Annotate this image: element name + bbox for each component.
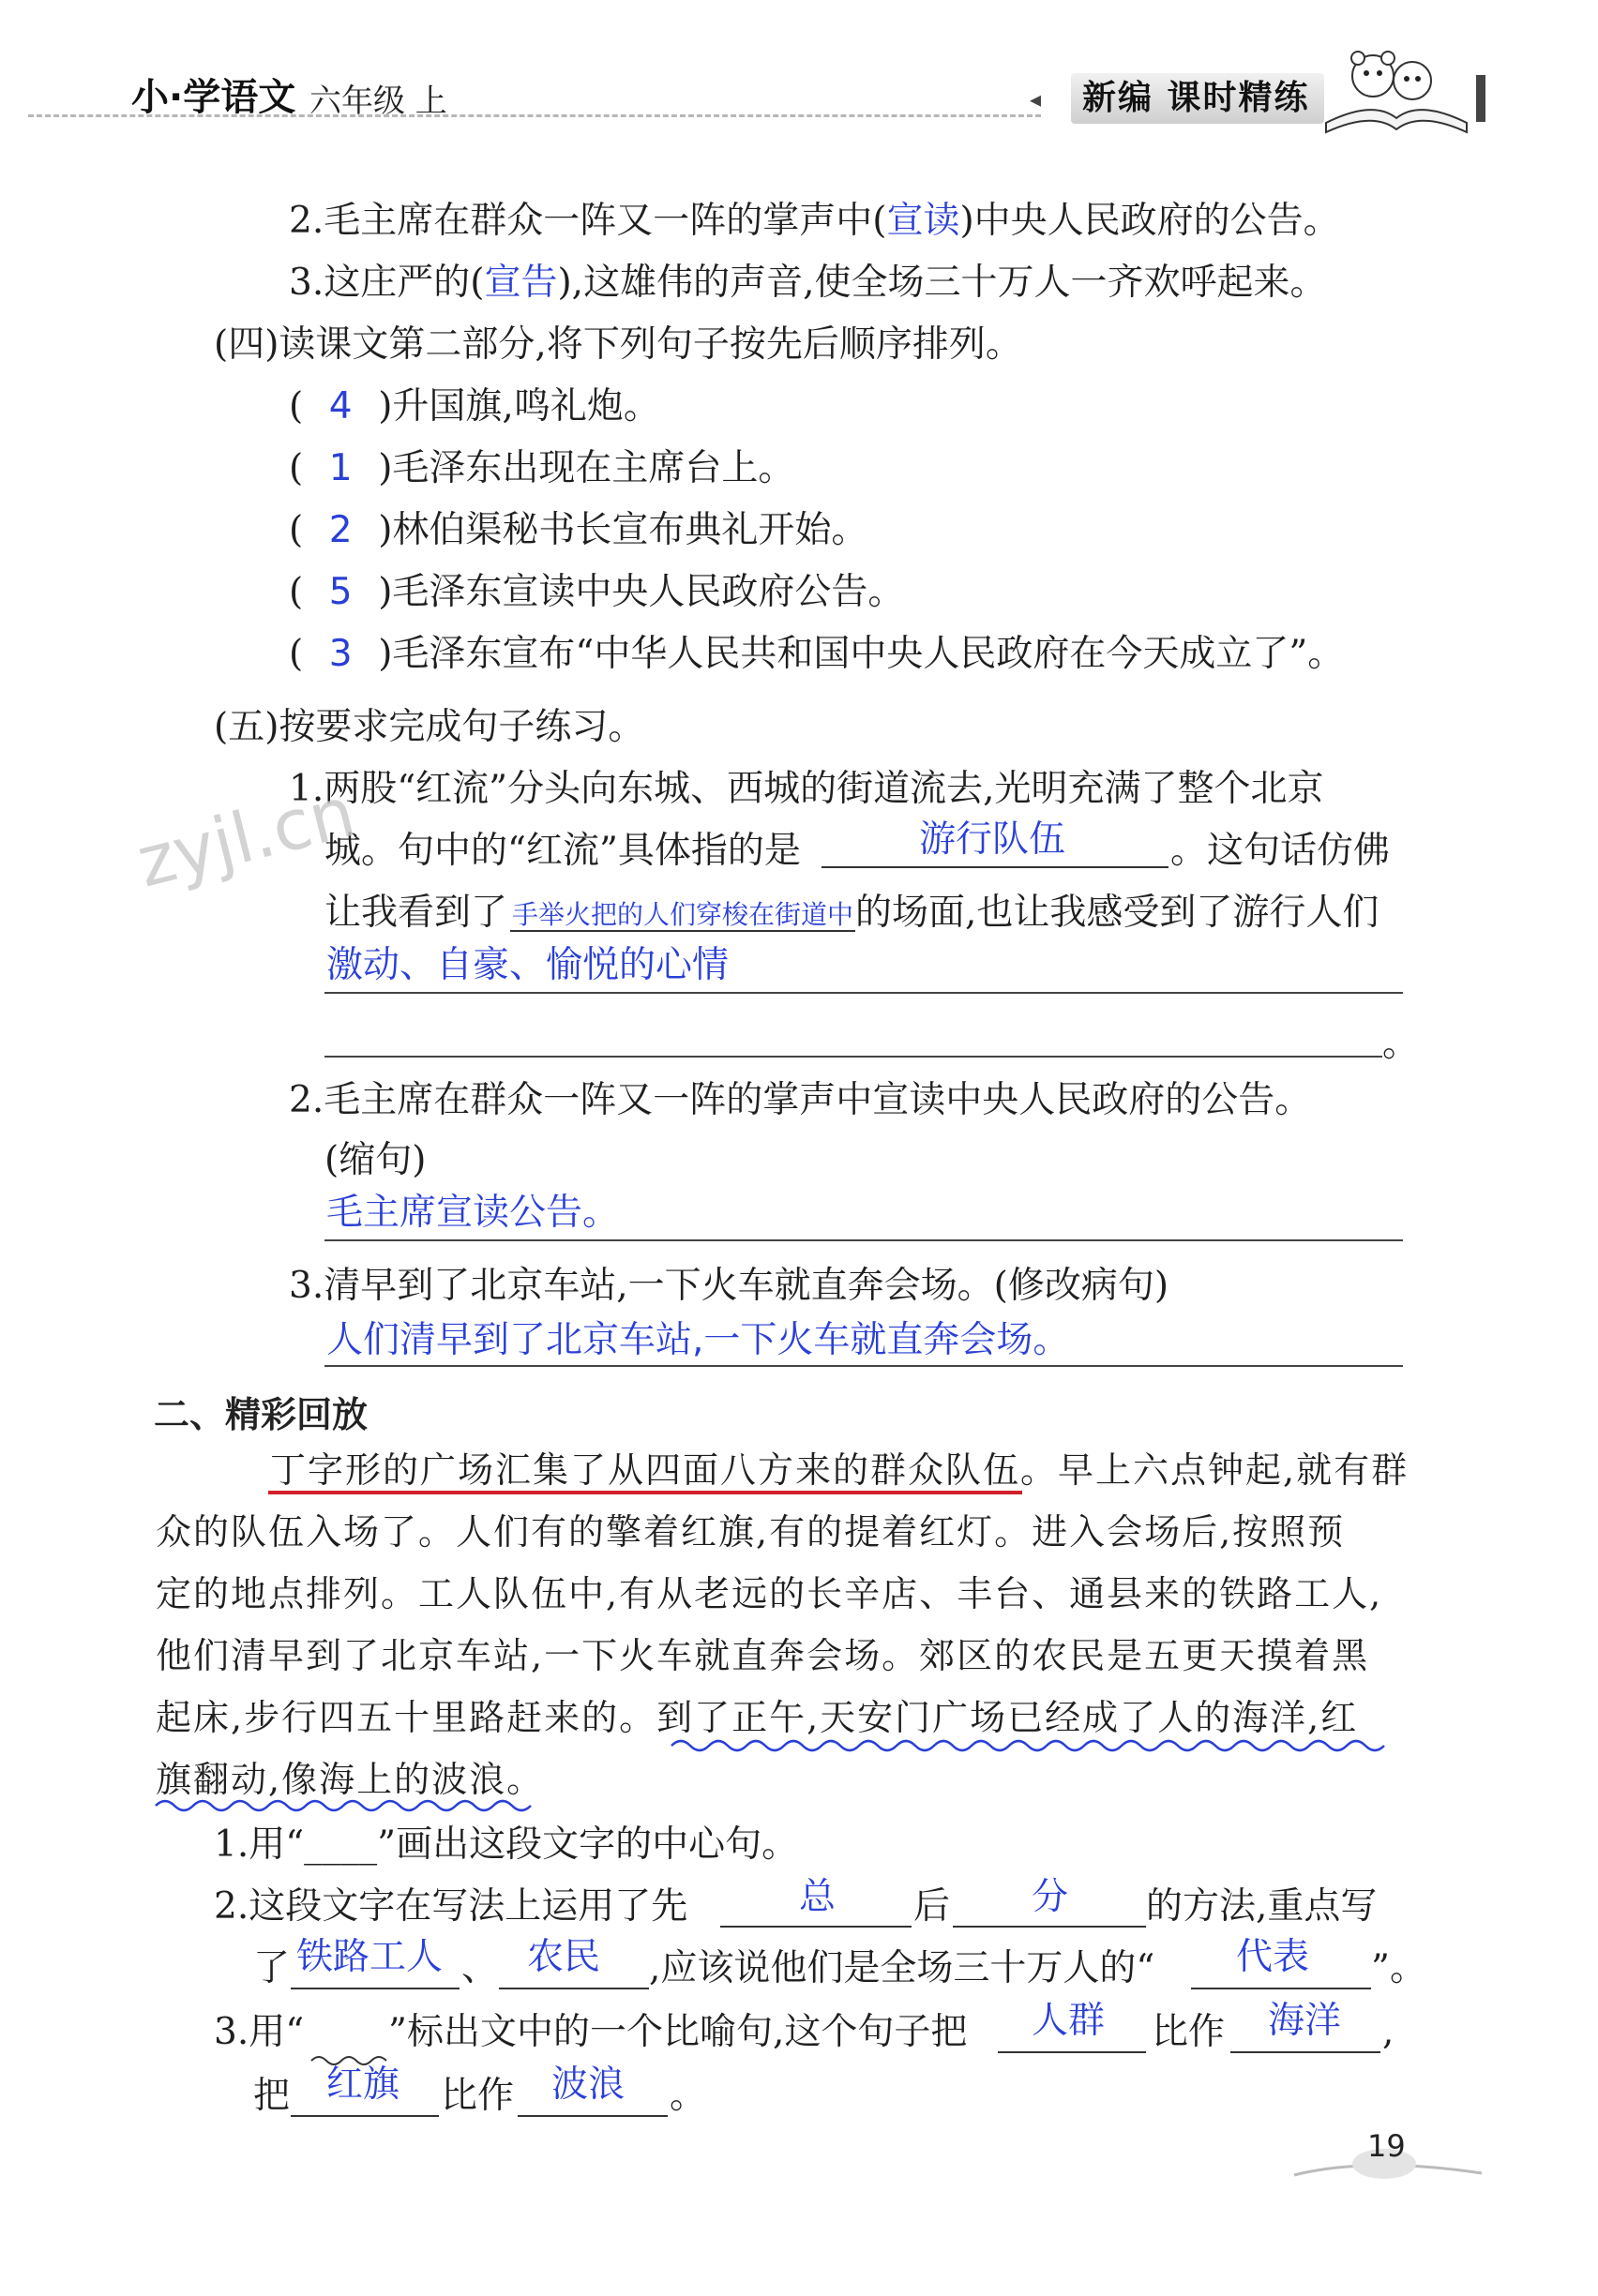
answer: 5 — [328, 571, 353, 613]
simile-wavy-underline — [156, 1801, 531, 1810]
passage-line: 起床,步行四五十里路赶来的。到了正午,天安门广场已经成了人的海洋,红 — [156, 1697, 1359, 1738]
s2-q2-b: 后 — [913, 1885, 951, 1928]
q1-line3a: 让我看到了 — [324, 892, 508, 934]
q1-line1: 1.两股“红流”分头向东城、西城的街道流去,光明充满了整个北京 — [289, 768, 1324, 810]
simile-wavy-underline — [671, 1741, 1384, 1750]
passage-line: 他们清早到了北京车站,一下火车就直奔会场。郊区的农民是五更天摸着黑 — [156, 1635, 1370, 1676]
fill-question-2: 2.毛主席在群众一阵又一阵的掌声中(宣读)中央人民政府的公告。 — [289, 200, 1340, 242]
answer: 宣告 — [484, 262, 558, 304]
answer: 海洋 — [1268, 2000, 1342, 2042]
answer: 代表 — [1236, 1936, 1310, 1978]
part5-title: (五)按要求完成句子练习。 — [214, 706, 645, 748]
s2-q2-g: ”。 — [1371, 1947, 1426, 1989]
answer: 人们清早到了北京车站,一下火车就直奔会场。 — [326, 1319, 1070, 1361]
q1-line3b: 的场面,也让我感受到了游行人们 — [855, 892, 1379, 934]
order-item: ( 3 )毛泽东宣布“中华人民共和国中央人民政府在今天成立了”。 — [289, 633, 1345, 675]
blank-line — [1230, 2051, 1380, 2053]
answer: 农民 — [527, 1936, 601, 1978]
answer: 波浪 — [551, 2063, 626, 2106]
passage-line: 众的队伍入场了。人们有的擎着红旗,有的提着红灯。进入会场后,按照预 — [156, 1511, 1346, 1553]
order-item: ( 4 )升国旗,鸣礼炮。 — [289, 385, 660, 428]
fill-question-3: 3.这庄严的(宣告),这雄伟的声音,使全场三十万人一齐欢呼起来。 — [289, 262, 1327, 304]
header-subject: 小·学语文 — [131, 76, 296, 119]
blank-line — [1191, 1988, 1371, 1989]
answer: 游行队伍 — [919, 818, 1066, 861]
s2-q3-b: ”标出文中的一个比喻句,这个句子把 — [388, 2011, 968, 2053]
answer: 2 — [328, 509, 353, 551]
blank-line — [720, 1926, 912, 1928]
answer: 激动、自豪、愉悦的心情 — [326, 944, 730, 986]
s2-q3-a: 3.用“ — [214, 2011, 305, 2053]
q3-line1: 3.清早到了北京车站,一下火车就直奔会场。(修改病句) — [289, 1265, 1169, 1307]
blank-line — [518, 2115, 668, 2117]
answer: 宣读 — [886, 200, 960, 242]
s2-q2-e: 、 — [461, 1947, 499, 1989]
page-number: 19 — [1367, 2128, 1406, 2164]
answer: 手举火把的人们穿梭在街道中 — [512, 899, 854, 930]
header-arrow-icon: ◂ — [1030, 86, 1042, 113]
blank-line — [291, 2115, 439, 2117]
blank-line — [998, 2051, 1146, 2053]
passage-line: 定的地点排列。工人队伍中,有从老远的长辛店、丰台、通县来的铁路工人, — [156, 1573, 1383, 1614]
order-item: ( 1 )毛泽东出现在主席台上。 — [289, 447, 795, 489]
q1-end: 。 — [1382, 1023, 1420, 1065]
q2-line2: (缩句) — [324, 1139, 427, 1181]
answer: 毛主席宣读公告。 — [326, 1192, 620, 1234]
s2-q3-c: 比作 — [1152, 2011, 1226, 2053]
blank-line — [499, 1988, 649, 1989]
s2-q2-f: ,应该说他们是全场三十万人的“ — [649, 1947, 1155, 1989]
answer: 4 — [328, 385, 353, 428]
passage-line: 丁字形的广场汇集了从四面八方来的群众队伍。早上六点钟起,就有群 — [270, 1449, 1410, 1491]
order-item: ( 5 )毛泽东宣读中央人民政府公告。 — [289, 571, 905, 613]
answer: 分 — [1032, 1876, 1069, 1918]
s2-q2-a: 2.这段文字在写法上运用了先 — [214, 1885, 688, 1928]
blank-line — [953, 1926, 1146, 1928]
passage-line: 旗翻动,像海上的波浪。 — [156, 1759, 545, 1800]
q1-line2a: 城。句中的“红流”具体指的是 — [324, 830, 801, 872]
s2-q2-d: 了 — [253, 1947, 291, 1989]
s2-q1: 1.用“____”画出这段文字的中心句。 — [214, 1823, 799, 1866]
answer: 红旗 — [326, 2063, 400, 2106]
blank-line — [291, 1988, 460, 1989]
s2-q3-f: 比作 — [441, 2075, 515, 2117]
answer: 3 — [328, 633, 353, 675]
s2-q3-g: 。 — [670, 2075, 707, 2117]
q2-line1: 2.毛主席在群众一阵又一阵的掌声中宣读中央人民政府的公告。 — [289, 1079, 1312, 1121]
answer: 人群 — [1032, 2000, 1106, 2042]
answer: 总 — [799, 1876, 837, 1918]
section-title: 二、精彩回放 — [154, 1394, 369, 1435]
s2-q3-e: 把 — [253, 2075, 291, 2117]
header-grade: 六年级 上 — [309, 83, 447, 120]
watermark: zyjl.cn — [129, 772, 363, 904]
s2-q2-c: 的方法,重点写 — [1146, 1885, 1378, 1928]
part4-title: (四)读课文第二部分,将下列句子按先后顺序排列。 — [214, 323, 1022, 366]
header-series-label: 新编 课时精练 — [1082, 79, 1310, 117]
order-item: ( 2 )林伯渠秘书长宣布典礼开始。 — [289, 509, 868, 551]
answer: 1 — [328, 447, 353, 489]
s2-q3-d: , — [1382, 2011, 1394, 2053]
q1-line2b: 。这句话仿佛 — [1170, 830, 1391, 872]
answer: 铁路工人 — [296, 1936, 444, 1978]
